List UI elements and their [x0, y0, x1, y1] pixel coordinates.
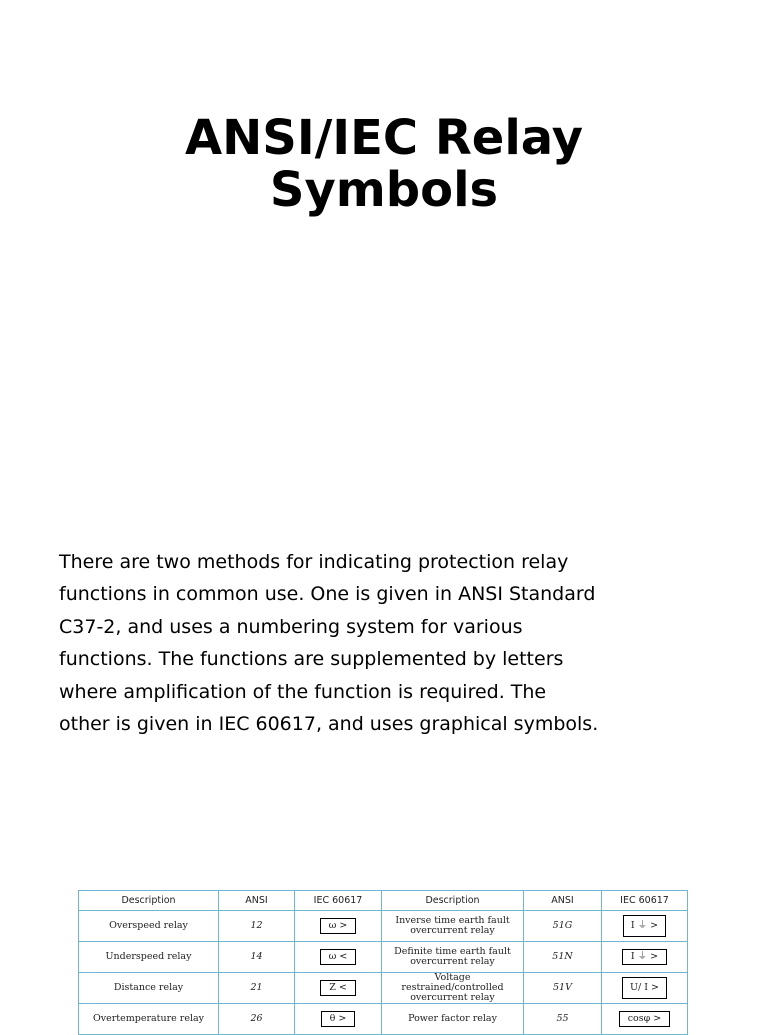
header-iec: IEC 60617	[602, 891, 688, 911]
iec-symbol: ω >	[320, 918, 357, 934]
title-line-2: Symbols	[269, 162, 499, 218]
description-cell: Power factor relay	[382, 1004, 524, 1035]
description-cell: Distance relay	[79, 973, 219, 1004]
table-row	[79, 973, 688, 1004]
ansi-code-cell: 51G	[524, 911, 602, 942]
description-cell: Definite time earth fault overcurrent relay	[382, 942, 524, 973]
description-cell: Voltage restrained/controlled overcurrent relay	[382, 973, 524, 1004]
iec-symbol: cosφ >	[619, 1011, 671, 1027]
iec-symbol: ω <	[320, 949, 357, 965]
paragraph-line: where amplification of the function is required. The	[59, 680, 547, 703]
description-cell: Overspeed relay	[79, 911, 219, 942]
title-line-1: ANSI/IEC Relay	[184, 110, 584, 166]
iec-symbol: Z <	[320, 980, 356, 996]
ansi-code-cell: 12	[219, 911, 295, 942]
table-header-row	[79, 891, 688, 911]
ansi-code-cell: 14	[219, 942, 295, 973]
header-ansi: ANSI	[219, 891, 295, 911]
paragraph-line: C37-2, and uses a numbering system for various	[59, 615, 523, 638]
table-row	[79, 911, 688, 942]
header-ansi: ANSI	[524, 891, 602, 911]
iec-symbol: θ >	[321, 1011, 356, 1027]
table-row	[79, 1004, 688, 1035]
header-iec: IEC 60617	[295, 891, 382, 911]
ansi-code-cell: 51V	[524, 973, 602, 1004]
paragraph-line: other is given in IEC 60617, and uses graphical symbols.	[59, 713, 599, 736]
paragraph-line: There are two methods for indicating protection relay	[59, 551, 569, 573]
ansi-code-cell: 21	[219, 973, 295, 1004]
iec-symbol: I ⏚ >	[623, 915, 666, 937]
iec-symbol: U/ I >	[622, 977, 667, 999]
paragraph-line: functions in common use. One is given in ANSI Standard	[59, 583, 596, 606]
iec-symbol-cell	[295, 942, 382, 973]
page-title	[0, 112, 768, 216]
iec-symbol: I ⏚ >	[622, 949, 667, 965]
relay-symbol-table	[78, 890, 688, 1035]
iec-symbol-cell	[295, 1004, 382, 1035]
iec-symbol-cell	[602, 973, 688, 1004]
header-description: Description	[79, 891, 219, 911]
description-cell: Inverse time earth fault overcurrent relay	[382, 911, 524, 942]
iec-symbol-cell	[602, 942, 688, 973]
description-cell: Overtemperature relay	[79, 1004, 219, 1035]
iec-symbol-cell	[295, 973, 382, 1004]
description-cell: Underspeed relay	[79, 942, 219, 973]
table-row	[79, 942, 688, 973]
intro-paragraph	[59, 546, 599, 740]
header-description: Description	[382, 891, 524, 911]
iec-symbol-cell	[602, 911, 688, 942]
ansi-code-cell: 26	[219, 1004, 295, 1035]
ansi-code-cell: 51N	[524, 942, 602, 973]
paragraph-line: functions. The functions are supplemented by letters	[59, 648, 564, 671]
iec-symbol-cell	[602, 1004, 688, 1035]
ansi-code-cell: 55	[524, 1004, 602, 1035]
iec-symbol-cell	[295, 911, 382, 942]
